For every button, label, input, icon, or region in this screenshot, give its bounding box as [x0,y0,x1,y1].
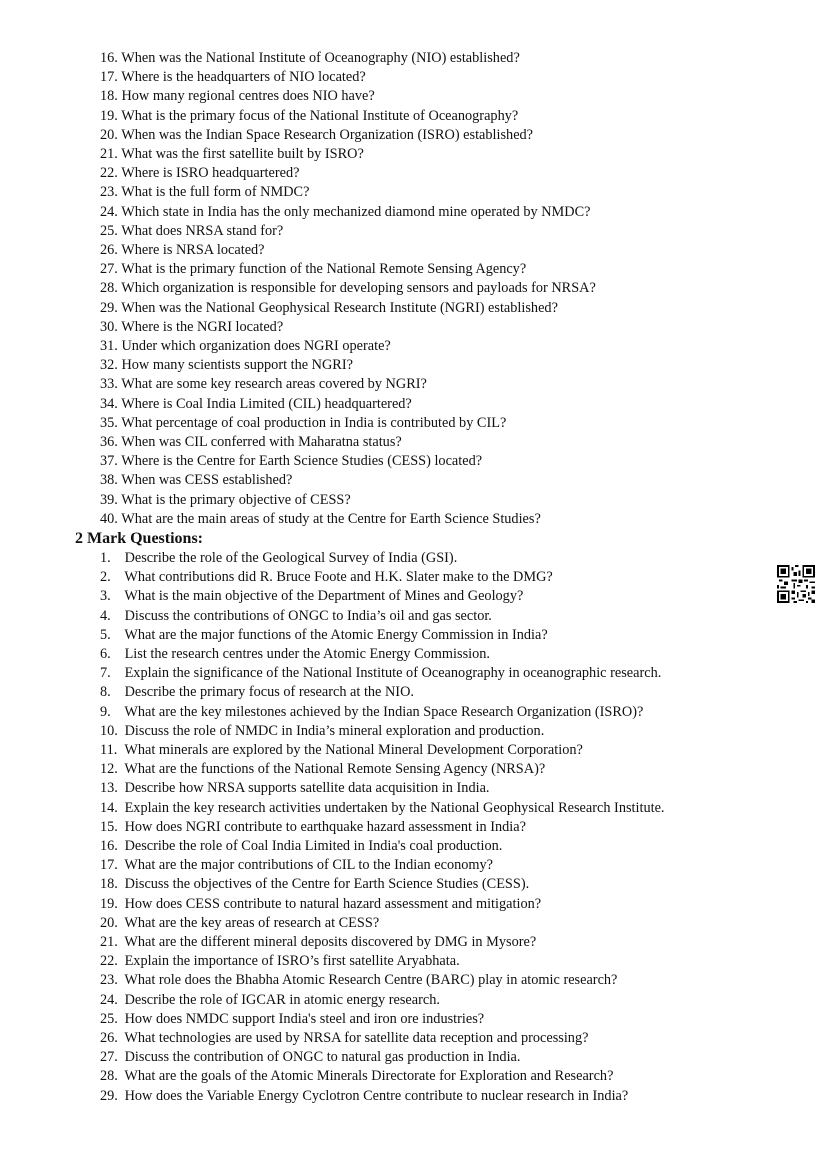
question-item [100,587,665,606]
question-number: 10. [100,722,118,739]
question-number: 25. [100,222,118,239]
question-item [100,107,596,126]
question-number: 25. [100,1010,118,1027]
question-number: 14. [100,799,118,816]
question-number: 6. [100,646,111,663]
question-text: Explain the key research activities undertaken by the National Geophysical Research Institute. [124,799,665,816]
qr-code-icon [777,565,815,603]
question-number: 22. [100,953,118,970]
question-number: 19. [100,895,118,912]
question-number: 16. [100,838,118,855]
question-item [100,837,665,856]
question-number: 7. [100,665,111,682]
question-item [100,914,665,933]
question-text: What technologies are used by NRSA for satellite data reception and processing? [124,1030,589,1047]
question-text: What are some key research areas covered by NGRI? [121,376,427,393]
question-number: 28. [100,280,118,297]
question-list-2 [100,549,665,1106]
question-item [100,607,665,626]
question-number: 15. [100,818,118,835]
question-item [100,260,596,279]
question-item [100,356,596,375]
question-item [100,991,665,1010]
question-text: What are the different mineral deposits discovered by DMG in Mysore? [124,934,537,951]
question-list-1 [100,49,596,529]
question-number: 24. [100,203,118,220]
question-number: 22. [100,165,118,182]
question-text: What minerals are explored by the National Mineral Development Corporation? [124,742,583,759]
question-text: What is the full form of NMDC? [121,184,310,201]
question-text: Explain the importance of ISRO’s first satellite Aryabhata. [124,953,460,970]
question-number: 21. [100,934,118,951]
question-number: 28. [100,1068,118,1085]
question-item [100,895,665,914]
question-item [100,722,665,741]
question-number: 2. [100,569,111,586]
question-number: 39. [100,491,118,508]
question-text: Which state in India has the only mechanized diamond mine operated by NMDC? [121,203,591,220]
question-text: What are the major functions of the Atomic Energy Commission in India? [124,626,548,643]
question-text: What contributions did R. Bruce Foote and H.K. Slater make to the DMG? [124,569,553,586]
question-item [100,1048,665,1067]
question-text: When was CESS established? [121,472,293,489]
question-item [100,549,665,568]
question-text: Describe the role of the Geological Survey of India (GSI). [124,550,458,566]
question-number: 18. [100,876,118,893]
question-text: What does NRSA stand for? [121,222,284,239]
question-number: 27. [100,261,118,278]
question-item [100,145,596,164]
question-item [100,241,596,260]
question-number: 20. [100,914,118,931]
question-item [100,491,596,510]
section-heading: 2 Mark Questions: [75,530,203,547]
question-item [100,645,665,664]
question-item [100,779,665,798]
question-number: 29. [100,299,118,316]
question-text: What are the major contributions of CIL to the Indian economy? [124,857,494,874]
question-number: 40. [100,510,118,527]
question-text: What was the first satellite built by ISRO? [121,146,364,163]
question-text: How does NMDC support India's steel and iron ore industries? [124,1010,485,1027]
question-number: 21. [100,146,118,163]
question-number: 9. [100,703,111,720]
question-text: Discuss the contribution of ONGC to natural gas production in India. [124,1049,521,1066]
question-number: 17. [100,69,118,86]
question-text: What is the main objective of the Department of Mines and Geology? [124,588,524,605]
question-item [100,856,665,875]
question-text: Discuss the role of NMDC in India’s mineral exploration and production. [124,722,545,739]
question-number: 32. [100,357,118,374]
question-number: 12. [100,761,118,778]
question-text: What role does the Bhabha Atomic Research Centre (BARC) play in atomic research? [124,972,618,989]
question-item [100,452,596,471]
question-item [100,971,665,990]
question-item [100,49,596,68]
question-text: What is the primary focus of the National Institute of Oceanography? [121,107,519,124]
question-text: Describe the primary focus of research at the NIO. [124,684,414,701]
question-number: 16. [100,50,118,66]
question-text: What is the primary objective of CESS? [121,491,351,508]
question-item [100,433,596,452]
question-item [100,818,665,837]
question-item [100,1029,665,1048]
question-item [100,568,665,587]
question-text: What are the functions of the National Remote Sensing Agency (NRSA)? [124,761,546,778]
question-item [100,395,596,414]
question-text: Discuss the objectives of the Centre for Earth Science Studies (CESS). [124,876,530,893]
question-text: How many regional centres does NIO have? [121,88,375,105]
question-number: 19. [100,107,118,124]
question-number: 17. [100,857,118,874]
question-text: Where is the NGRI located? [121,318,284,335]
question-text: Where is NRSA located? [121,242,265,259]
question-number: 20. [100,126,118,143]
question-text: When was the National Institute of Oceanography (NIO) established? [121,50,520,66]
question-item [100,626,665,645]
question-text: How many scientists support the NGRI? [121,357,353,374]
question-number: 3. [100,588,111,605]
question-number: 35. [100,414,118,431]
question-item [100,183,596,202]
question-item [100,471,596,490]
question-text: When was CIL conferred with Maharatna status? [121,434,402,451]
question-number: 34. [100,395,118,412]
question-item [100,1010,665,1029]
question-text: Where is the Centre for Earth Science Studies (CESS) located? [121,453,483,470]
question-item [100,683,665,702]
question-text: Where is the headquarters of NIO located? [121,69,366,86]
question-number: 4. [100,607,111,624]
question-number: 31. [100,338,118,355]
question-text: List the research centres under the Atomic Energy Commission. [124,646,490,663]
question-number: 26. [100,242,118,259]
question-item [100,414,596,433]
question-text: How does CESS contribute to natural hazard assessment and mitigation? [124,895,542,912]
question-text: Describe how NRSA supports satellite data acquisition in India. [124,780,490,797]
question-text: What is the primary function of the National Remote Sensing Agency? [121,261,527,278]
question-number: 30. [100,318,118,335]
question-item [100,952,665,971]
question-item [100,741,665,760]
question-item [100,875,665,894]
question-text: What are the main areas of study at the Centre for Earth Science Studies? [121,510,541,527]
question-item [100,299,596,318]
question-number: 29. [100,1087,118,1104]
question-text: Describe the role of IGCAR in atomic energy research. [124,991,440,1008]
question-text: Explain the significance of the National Institute of Oceanography in oceanographic research. [124,665,662,682]
question-item [100,279,596,298]
question-item [100,760,665,779]
question-number: 37. [100,453,118,470]
question-text: Where is ISRO headquartered? [121,165,300,182]
question-item [100,1067,665,1086]
question-number: 5. [100,626,111,643]
question-number: 26. [100,1030,118,1047]
question-item [100,799,665,818]
question-text: What are the goals of the Atomic Minerals Directorate for Exploration and Research? [124,1068,614,1085]
question-text: When was the Indian Space Research Organization (ISRO) established? [121,126,534,143]
question-text: When was the National Geophysical Research Institute (NGRI) established? [121,299,558,316]
question-number: 33. [100,376,118,393]
question-item [100,203,596,222]
question-number: 13. [100,780,118,797]
question-item [100,1087,665,1106]
question-number: 27. [100,1049,118,1066]
question-number: 23. [100,184,118,201]
question-number: 38. [100,472,118,489]
question-item [100,87,596,106]
question-number: 18. [100,88,118,105]
question-number: 11. [100,742,118,759]
question-item [100,126,596,145]
question-item [100,337,596,356]
question-text: What are the key areas of research at CESS? [124,914,380,931]
question-number: 24. [100,991,118,1008]
question-text: Where is Coal India Limited (CIL) headquartered? [121,395,412,412]
question-item [100,933,665,952]
question-text: How does NGRI contribute to earthquake hazard assessment in India? [124,818,526,835]
question-item [100,222,596,241]
question-item [100,510,596,529]
question-item [100,68,596,87]
question-number: 8. [100,684,111,701]
question-text: Discuss the contributions of ONGC to India’s oil and gas sector. [124,607,492,624]
question-text: Which organization is responsible for developing sensors and payloads for NRSA? [121,280,596,297]
question-item [100,703,665,722]
question-text: What percentage of coal production in India is contributed by CIL? [121,414,507,431]
question-item [100,318,596,337]
question-item [100,375,596,394]
question-text: What are the key milestones achieved by the Indian Space Research Organization (ISRO)? [124,703,644,720]
question-text: Under which organization does NGRI operate? [121,338,391,355]
question-text: How does the Variable Energy Cyclotron Centre contribute to nuclear research in India? [124,1087,629,1104]
question-text: Describe the role of Coal India Limited in India's coal production. [124,838,503,855]
question-number: 1. [100,550,111,566]
question-item [100,664,665,683]
question-item [100,164,596,183]
question-number: 23. [100,972,118,989]
question-number: 36. [100,434,118,451]
